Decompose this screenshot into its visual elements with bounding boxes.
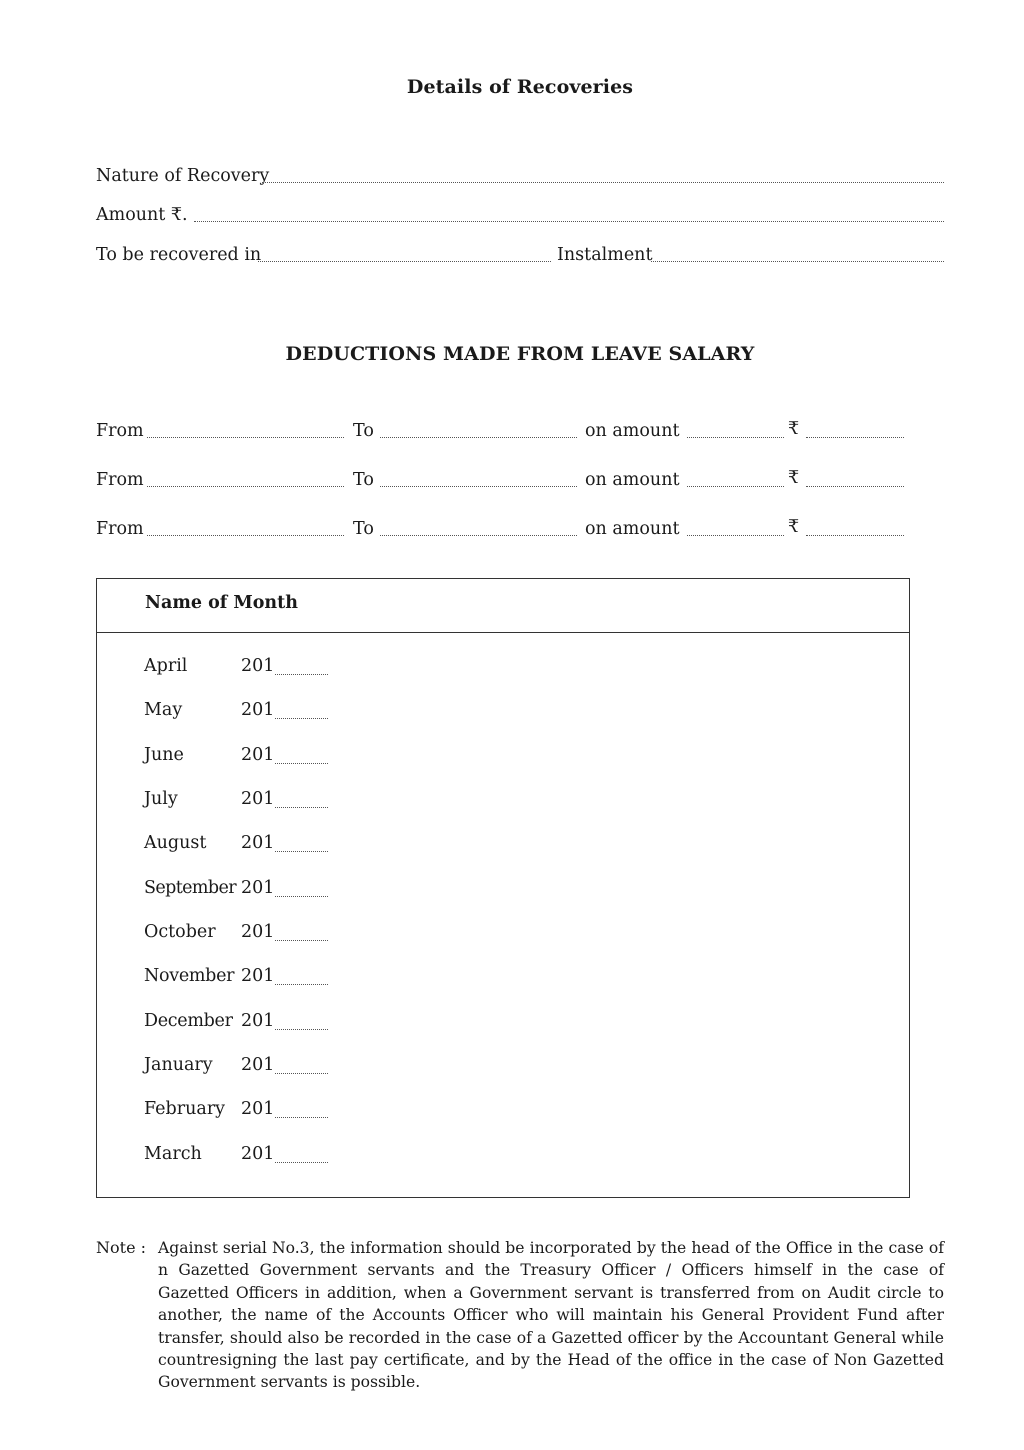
month-year-field[interactable] <box>275 718 328 719</box>
month-name: July <box>144 789 178 809</box>
month-name: December <box>144 1011 233 1031</box>
month-year-field[interactable] <box>275 851 328 852</box>
month-year-field[interactable] <box>275 940 328 941</box>
deduction-amount-label: on amount <box>585 519 680 539</box>
month-year: 201 <box>241 878 275 898</box>
deduction-from-label: From <box>96 470 144 490</box>
nature-of-recovery-field[interactable] <box>262 182 944 183</box>
instalment-field[interactable] <box>651 261 944 262</box>
recoveries-title: Details of Recoveries <box>406 76 634 98</box>
deduction-to-label: To <box>353 519 374 539</box>
deduction-amount-label: on amount <box>585 421 680 441</box>
deduction-to-field[interactable] <box>380 535 577 536</box>
recovered-in-field[interactable] <box>258 261 551 262</box>
month-name: November <box>144 966 235 986</box>
deduction-to-label: To <box>353 421 374 441</box>
deduction-rupee-field[interactable] <box>806 486 904 487</box>
deductions-title: DEDUCTIONS MADE FROM LEAVE SALARY <box>285 343 755 365</box>
deduction-to-field[interactable] <box>380 486 577 487</box>
deduction-to-field[interactable] <box>380 437 577 438</box>
month-name: June <box>144 745 184 765</box>
month-name: August <box>144 833 207 853</box>
deduction-from-field[interactable] <box>147 535 344 536</box>
months-table-header-label: Name of Month <box>145 593 298 613</box>
deduction-from-label: From <box>96 519 144 539</box>
note-text: Against serial No.3, the information should be incorporated by the head of the Office in the case of n Gazetted Government servants and the Treasury Officer / Officers himself in the case of Gazetted Officers in addition, when a Government servant is transferred from on Audit circle to another, the name of the Accounts Officer who will maintain his General Provident Fund after transfer, should also be recorded in the case of a Gazetted officer by the Accountant General while countresigning the last pay certificate, and by the Head of the office in the case of Non Gazetted Government servants is possible. <box>158 1239 944 1392</box>
month-year-field[interactable] <box>275 1073 328 1074</box>
amount-label: Amount ₹. <box>96 205 188 225</box>
month-name: February <box>144 1099 226 1119</box>
deduction-amount-field[interactable] <box>687 535 784 536</box>
month-name: April <box>144 656 188 676</box>
month-year-field[interactable] <box>275 1117 328 1118</box>
month-year-field[interactable] <box>275 674 328 675</box>
month-year: 201 <box>241 833 275 853</box>
month-year-field[interactable] <box>275 1162 328 1163</box>
month-year-field[interactable] <box>275 1029 328 1030</box>
rupee-symbol: ₹ <box>788 468 800 488</box>
rupee-symbol: ₹ <box>788 419 800 439</box>
month-name: March <box>144 1144 202 1164</box>
deduction-from-field[interactable] <box>147 486 344 487</box>
recovered-in-label: To be recovered in <box>96 245 262 265</box>
deduction-rupee-field[interactable] <box>806 437 904 438</box>
deduction-from-label: From <box>96 421 144 441</box>
month-year: 201 <box>241 922 275 942</box>
month-year: 201 <box>241 1011 275 1031</box>
deduction-amount-field[interactable] <box>687 437 784 438</box>
month-year-field[interactable] <box>275 896 328 897</box>
note-label: Note : <box>96 1238 147 1257</box>
month-name: January <box>144 1055 213 1075</box>
month-year: 201 <box>241 966 275 986</box>
rupee-symbol: ₹ <box>788 517 800 537</box>
month-year: 201 <box>241 700 275 720</box>
month-year: 201 <box>241 1144 275 1164</box>
deduction-to-label: To <box>353 470 374 490</box>
month-year-field[interactable] <box>275 984 328 985</box>
month-name: October <box>144 922 216 942</box>
deduction-amount-field[interactable] <box>687 486 784 487</box>
months-table-header <box>97 579 909 633</box>
amount-field[interactable] <box>194 221 944 222</box>
nature-of-recovery-label: Nature of Recovery <box>96 166 270 186</box>
month-year: 201 <box>241 745 275 765</box>
month-year-field[interactable] <box>275 763 328 764</box>
instalment-label: Instalment <box>557 245 653 265</box>
month-year: 201 <box>241 1055 275 1075</box>
deduction-rupee-field[interactable] <box>806 535 904 536</box>
month-year: 201 <box>241 1099 275 1119</box>
month-name: May <box>144 700 183 720</box>
month-year: 201 <box>241 656 275 676</box>
deduction-amount-label: on amount <box>585 470 680 490</box>
month-year: 201 <box>241 789 275 809</box>
month-year-field[interactable] <box>275 807 328 808</box>
deduction-from-field[interactable] <box>147 437 344 438</box>
month-name: September <box>144 878 237 898</box>
